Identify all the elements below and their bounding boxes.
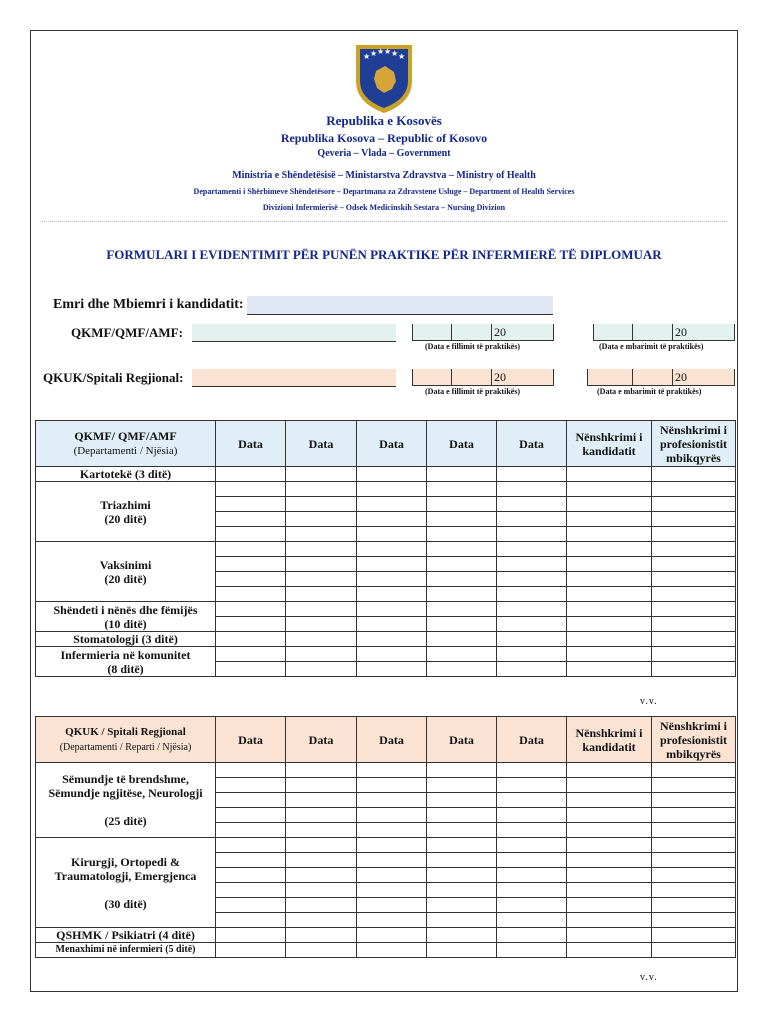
date-entry-cell[interactable] (497, 823, 567, 838)
date-entry-cell[interactable] (286, 542, 357, 557)
date-entry-cell[interactable] (216, 823, 286, 838)
date-entry-cell[interactable] (427, 838, 497, 853)
date-entry-cell[interactable] (497, 943, 567, 958)
table-header-row (36, 717, 736, 763)
date-entry-cell[interactable] (497, 763, 567, 778)
date-entry-cell[interactable] (427, 808, 497, 823)
date-entry-cell[interactable] (357, 632, 427, 647)
candidate-signature-cell[interactable] (567, 793, 652, 808)
candidate-signature-cell[interactable] (567, 482, 652, 497)
date-entry-cell[interactable] (216, 467, 286, 482)
qkmf-label: QKMF/QMF/AMF: (71, 325, 183, 340)
category-menaxhimi: Menaxhimi në infermieri (5 ditë) (36, 943, 216, 958)
date-header: Data (216, 421, 286, 467)
date-entry-cell[interactable] (216, 617, 286, 632)
supervisor-signature-cell[interactable] (652, 838, 736, 853)
supervisor-signature-cell[interactable] (652, 853, 736, 868)
candidate-signature-cell[interactable] (567, 662, 652, 677)
supervisor-signature-cell[interactable] (652, 512, 736, 527)
date-entry-cell[interactable] (357, 823, 427, 838)
date-entry-cell[interactable] (357, 497, 427, 512)
date-entry-cell[interactable] (497, 868, 567, 883)
candidate-signature-cell[interactable] (567, 542, 652, 557)
date-entry-cell[interactable] (216, 602, 286, 617)
date-entry-cell[interactable] (216, 808, 286, 823)
supervisor-signature-cell[interactable] (652, 572, 736, 587)
date-entry-cell[interactable] (497, 467, 567, 482)
date-entry-cell[interactable] (357, 572, 427, 587)
date-entry-cell[interactable] (427, 793, 497, 808)
date-entry-cell[interactable] (216, 662, 286, 677)
date-entry-cell[interactable] (286, 467, 357, 482)
category-semundje: Sëmundje të brendshme, Sëmundje ngjitëse, Neurologji (25 ditë) (36, 763, 216, 838)
date-entry-cell[interactable] (497, 838, 567, 853)
candidate-signature-cell[interactable] (567, 928, 652, 943)
table-row (36, 943, 736, 958)
date-entry-cell[interactable] (427, 868, 497, 883)
table-row (36, 647, 736, 662)
candidate-signature-cell[interactable] (567, 587, 652, 602)
supervisor-signature-cell[interactable] (652, 467, 736, 482)
table-row (36, 467, 736, 482)
date-entry-cell[interactable] (286, 482, 357, 497)
candidate-signature-cell[interactable] (567, 527, 652, 542)
date-entry-cell[interactable] (427, 662, 497, 677)
date-entry-cell[interactable] (357, 662, 427, 677)
candidate-signature-cell[interactable] (567, 943, 652, 958)
date-entry-cell[interactable] (357, 527, 427, 542)
candidate-signature-cell[interactable] (567, 838, 652, 853)
date-entry-cell[interactable] (357, 467, 427, 482)
qkuk-practice-table (35, 716, 736, 958)
date-entry-cell[interactable] (286, 512, 357, 527)
date-entry-cell[interactable] (427, 898, 497, 913)
qkuk-label: QKUK/Spitali Regjional: (43, 370, 184, 385)
date-entry-cell[interactable] (497, 647, 567, 662)
date-entry-cell[interactable] (286, 883, 357, 898)
vv-stamp-1: v.v. (640, 696, 658, 707)
supervisor-signature-cell[interactable] (652, 868, 736, 883)
coat-of-arms-icon (352, 41, 416, 115)
date-entry-cell[interactable] (427, 632, 497, 647)
date-entry-cell[interactable] (497, 602, 567, 617)
date-header: Data (497, 717, 567, 763)
header-country-translations: Republika Kosova – Republic of Kosovo (280, 131, 488, 145)
candidate-signature-cell[interactable] (567, 632, 652, 647)
table-row (36, 838, 736, 853)
date-entry-cell[interactable] (216, 512, 286, 527)
svg-text:★: ★ (377, 47, 385, 56)
date-entry-cell[interactable] (497, 928, 567, 943)
supervisor-signature-cell[interactable] (652, 557, 736, 572)
date-entry-cell[interactable] (357, 943, 427, 958)
candidate-signature-cell[interactable] (567, 497, 652, 512)
date-entry-cell[interactable] (286, 602, 357, 617)
supervisor-signature-cell[interactable] (652, 497, 736, 512)
date-entry-cell[interactable] (286, 617, 357, 632)
date-entry-cell[interactable] (427, 527, 497, 542)
supervisor-signature-cell[interactable] (652, 617, 736, 632)
candidate-signature-cell[interactable] (567, 512, 652, 527)
table-row (36, 763, 736, 778)
date-entry-cell[interactable] (357, 868, 427, 883)
date-entry-cell[interactable] (357, 838, 427, 853)
qkmf-start-date[interactable]: 20 (412, 324, 554, 341)
date-entry-cell[interactable] (216, 838, 286, 853)
header-division: Divizioni Infermierisë – Odsek Medicinskih Sestara – Nursing Divizion (262, 203, 506, 212)
candidate-signature-cell[interactable] (567, 883, 652, 898)
date-entry-cell[interactable] (286, 778, 357, 793)
name-label: Emri dhe Mbiemri i kandidatit: (53, 297, 244, 312)
date-entry-cell[interactable] (357, 913, 427, 928)
header-divider (41, 221, 727, 222)
date-entry-cell[interactable] (357, 763, 427, 778)
qkuk-start-date[interactable]: 20 (412, 369, 554, 386)
header-ministry: Ministria e Shëndetësisë – Ministarstva Zdravstva – Ministry of Health (232, 170, 536, 181)
supervisor-signature-cell[interactable] (652, 778, 736, 793)
date-entry-cell[interactable] (216, 557, 286, 572)
date-entry-cell[interactable] (216, 928, 286, 943)
supervisor-signature-cell[interactable] (652, 898, 736, 913)
supervisor-signature-cell[interactable] (652, 823, 736, 838)
date-entry-cell[interactable] (427, 587, 497, 602)
table-row (36, 542, 736, 557)
candidate-signature-cell[interactable] (567, 853, 652, 868)
candidate-signature-cell[interactable] (567, 617, 652, 632)
table-header-row (36, 421, 736, 467)
date-entry-cell[interactable] (286, 853, 357, 868)
table-row (36, 632, 736, 647)
date-entry-cell[interactable] (497, 572, 567, 587)
date-entry-cell[interactable] (357, 542, 427, 557)
qkuk-end-caption: (Data e mbarimit të praktikës) (597, 387, 702, 396)
supervisor-signature-cell[interactable] (652, 482, 736, 497)
date-entry-cell[interactable] (216, 883, 286, 898)
date-entry-cell[interactable] (427, 883, 497, 898)
date-header: Data (497, 421, 567, 467)
date-entry-cell[interactable] (216, 898, 286, 913)
date-entry-cell[interactable] (427, 617, 497, 632)
date-entry-cell[interactable] (286, 793, 357, 808)
date-entry-cell[interactable] (357, 482, 427, 497)
date-entry-cell[interactable] (427, 557, 497, 572)
date-entry-cell[interactable] (216, 943, 286, 958)
supervisor-signature-cell[interactable] (652, 632, 736, 647)
date-entry-cell[interactable] (216, 913, 286, 928)
supervisor-signature-cell[interactable] (652, 527, 736, 542)
date-entry-cell[interactable] (427, 572, 497, 587)
date-entry-cell[interactable] (357, 793, 427, 808)
candidate-signature-cell[interactable] (567, 647, 652, 662)
supervisor-signature-cell[interactable] (652, 587, 736, 602)
date-entry-cell[interactable] (497, 853, 567, 868)
date-entry-cell[interactable] (357, 898, 427, 913)
date-entry-cell[interactable] (427, 542, 497, 557)
supervisor-signature-header: Nënshkrimi i profesionistit mbikqyrës (652, 717, 736, 763)
date-entry-cell[interactable] (427, 778, 497, 793)
date-header: Data (216, 717, 286, 763)
date-entry-cell[interactable] (286, 808, 357, 823)
category-kartoteke: Kartotekë (3 ditë) (36, 467, 216, 482)
candidate-signature-cell[interactable] (567, 808, 652, 823)
date-entry-cell[interactable] (497, 527, 567, 542)
table-row (36, 602, 736, 617)
supervisor-signature-cell[interactable] (652, 602, 736, 617)
date-entry-cell[interactable] (497, 632, 567, 647)
date-entry-cell[interactable] (286, 557, 357, 572)
candidate-signature-cell[interactable] (567, 763, 652, 778)
date-entry-cell[interactable] (497, 913, 567, 928)
candidate-signature-cell[interactable] (567, 778, 652, 793)
date-entry-cell[interactable] (216, 778, 286, 793)
date-entry-cell[interactable] (216, 868, 286, 883)
date-entry-cell[interactable] (497, 898, 567, 913)
date-entry-cell[interactable] (427, 928, 497, 943)
date-entry-cell[interactable] (286, 868, 357, 883)
qkmf-header-cell: QKMF/ QMF/AMF (Departamenti / Njësia) (36, 421, 216, 467)
qkuk-start-caption: (Data e fillimit të praktikës) (425, 387, 521, 396)
supervisor-signature-header: Nënshkrimi i profesionistit mbikqyrës (652, 421, 736, 467)
category-triazhimi: Triazhimi (20 ditë) (36, 482, 216, 542)
date-entry-cell[interactable] (286, 647, 357, 662)
date-entry-cell[interactable] (497, 778, 567, 793)
date-entry-cell[interactable] (427, 467, 497, 482)
date-entry-cell[interactable] (427, 853, 497, 868)
name-input[interactable] (247, 296, 553, 315)
date-entry-cell[interactable] (216, 647, 286, 662)
svg-text:★: ★ (363, 52, 371, 61)
date-entry-cell[interactable] (427, 602, 497, 617)
date-entry-cell[interactable] (357, 883, 427, 898)
qkuk-header-cell: QKUK / Spitali Regjional (Departamenti / Reparti / Njësia) (36, 717, 216, 763)
date-entry-cell[interactable] (216, 542, 286, 557)
date-header: Data (357, 717, 427, 763)
date-entry-cell[interactable] (357, 647, 427, 662)
date-entry-cell[interactable] (497, 512, 567, 527)
date-entry-cell[interactable] (216, 572, 286, 587)
qkmf-start-caption: (Data e fillimit të praktikës) (425, 342, 521, 351)
candidate-signature-cell[interactable] (567, 913, 652, 928)
date-entry-cell[interactable] (286, 913, 357, 928)
candidate-signature-cell[interactable] (567, 602, 652, 617)
date-entry-cell[interactable] (286, 632, 357, 647)
supervisor-signature-cell[interactable] (652, 647, 736, 662)
supervisor-signature-cell[interactable] (652, 943, 736, 958)
date-header: Data (427, 421, 497, 467)
vv-stamp-2: v.v. (640, 972, 658, 983)
date-entry-cell[interactable] (427, 913, 497, 928)
svg-text:★: ★ (384, 47, 392, 56)
qkmf-input[interactable] (192, 324, 396, 342)
qkuk-end-date[interactable]: 20 (587, 369, 735, 386)
date-entry-cell[interactable] (357, 808, 427, 823)
date-entry-cell[interactable] (286, 928, 357, 943)
date-entry-cell[interactable] (357, 587, 427, 602)
date-entry-cell[interactable] (497, 542, 567, 557)
supervisor-signature-cell[interactable] (652, 662, 736, 677)
category-stomatologji: Stomatologji (3 ditë) (36, 632, 216, 647)
date-entry-cell[interactable] (497, 808, 567, 823)
date-entry-cell[interactable] (427, 763, 497, 778)
supervisor-signature-cell[interactable] (652, 763, 736, 778)
candidate-signature-cell[interactable] (567, 467, 652, 482)
date-entry-cell[interactable] (497, 617, 567, 632)
header-country: Republika e Kosovës (326, 113, 442, 128)
category-vaksinimi: Vaksinimi (20 ditë) (36, 542, 216, 602)
candidate-signature-cell[interactable] (567, 898, 652, 913)
date-entry-cell[interactable] (497, 557, 567, 572)
date-entry-cell[interactable] (216, 527, 286, 542)
header-government: Qeveria – Vlada – Government (317, 148, 451, 159)
qkuk-input[interactable] (192, 369, 396, 387)
date-entry-cell[interactable] (427, 512, 497, 527)
candidate-signature-cell[interactable] (567, 557, 652, 572)
date-entry-cell[interactable] (286, 838, 357, 853)
form-page (30, 30, 738, 992)
date-entry-cell[interactable] (497, 482, 567, 497)
date-entry-cell[interactable] (497, 883, 567, 898)
date-entry-cell[interactable] (286, 823, 357, 838)
form-title: FORMULARI I EVIDENTIMIT PËR PUNËN PRAKTIKE PËR INFERMIERË TË DIPLOMUAR (106, 247, 662, 262)
candidate-signature-header: Nënshkrimi i kandidatit (567, 717, 652, 763)
supervisor-signature-cell[interactable] (652, 928, 736, 943)
supervisor-signature-cell[interactable] (652, 542, 736, 557)
date-entry-cell[interactable] (357, 557, 427, 572)
date-entry-cell[interactable] (497, 793, 567, 808)
supervisor-signature-cell[interactable] (652, 808, 736, 823)
date-entry-cell[interactable] (286, 898, 357, 913)
date-entry-cell[interactable] (427, 497, 497, 512)
date-header: Data (286, 717, 357, 763)
candidate-signature-cell[interactable] (567, 868, 652, 883)
date-entry-cell[interactable] (216, 497, 286, 512)
date-entry-cell[interactable] (286, 662, 357, 677)
candidate-signature-cell[interactable] (567, 823, 652, 838)
date-entry-cell[interactable] (216, 482, 286, 497)
date-entry-cell[interactable] (427, 482, 497, 497)
qkmf-end-caption: (Data e mbarimit të praktikës) (599, 342, 704, 351)
date-entry-cell[interactable] (497, 662, 567, 677)
date-entry-cell[interactable] (216, 763, 286, 778)
date-entry-cell[interactable] (216, 853, 286, 868)
date-entry-cell[interactable] (216, 632, 286, 647)
date-entry-cell[interactable] (357, 928, 427, 943)
category-shendeti: Shëndeti i nënës dhe fëmijës (10 ditë) (36, 602, 216, 632)
candidate-signature-header: Nënshkrimi i kandidatit (567, 421, 652, 467)
table-row (36, 928, 736, 943)
date-entry-cell[interactable] (497, 497, 567, 512)
svg-text:★: ★ (391, 49, 399, 58)
date-entry-cell[interactable] (286, 497, 357, 512)
qkmf-practice-table (35, 420, 736, 677)
category-qshmk: QSHMK / Psikiatri (4 ditë) (36, 928, 216, 943)
table-row (36, 482, 736, 497)
date-entry-cell[interactable] (427, 647, 497, 662)
date-entry-cell[interactable] (216, 793, 286, 808)
date-header: Data (357, 421, 427, 467)
svg-text:★: ★ (398, 52, 406, 61)
date-entry-cell[interactable] (357, 617, 427, 632)
date-entry-cell[interactable] (357, 512, 427, 527)
date-entry-cell[interactable] (357, 602, 427, 617)
date-entry-cell[interactable] (286, 527, 357, 542)
category-kirurgji: Kirurgji, Ortopedi & Traumatologji, Emergjenca (30 ditë) (36, 838, 216, 928)
date-entry-cell[interactable] (357, 853, 427, 868)
date-entry-cell[interactable] (286, 572, 357, 587)
date-entry-cell[interactable] (286, 763, 357, 778)
supervisor-signature-cell[interactable] (652, 913, 736, 928)
candidate-signature-cell[interactable] (567, 572, 652, 587)
qkmf-end-date[interactable]: 20 (593, 324, 735, 341)
supervisor-signature-cell[interactable] (652, 883, 736, 898)
svg-text:★: ★ (370, 49, 378, 58)
date-entry-cell[interactable] (286, 587, 357, 602)
date-header: Data (427, 717, 497, 763)
date-entry-cell[interactable] (286, 943, 357, 958)
date-entry-cell[interactable] (216, 587, 286, 602)
date-entry-cell[interactable] (427, 943, 497, 958)
date-entry-cell[interactable] (427, 823, 497, 838)
supervisor-signature-cell[interactable] (652, 793, 736, 808)
date-entry-cell[interactable] (357, 778, 427, 793)
header-department: Departamenti i Shërbimeve Shëndetësore – Departmana za Zdravstene Usluge – Department of Health Services (193, 187, 575, 196)
date-entry-cell[interactable] (497, 587, 567, 602)
category-infermieria: Infermieria në komunitet (8 ditë) (36, 647, 216, 677)
date-header: Data (286, 421, 357, 467)
